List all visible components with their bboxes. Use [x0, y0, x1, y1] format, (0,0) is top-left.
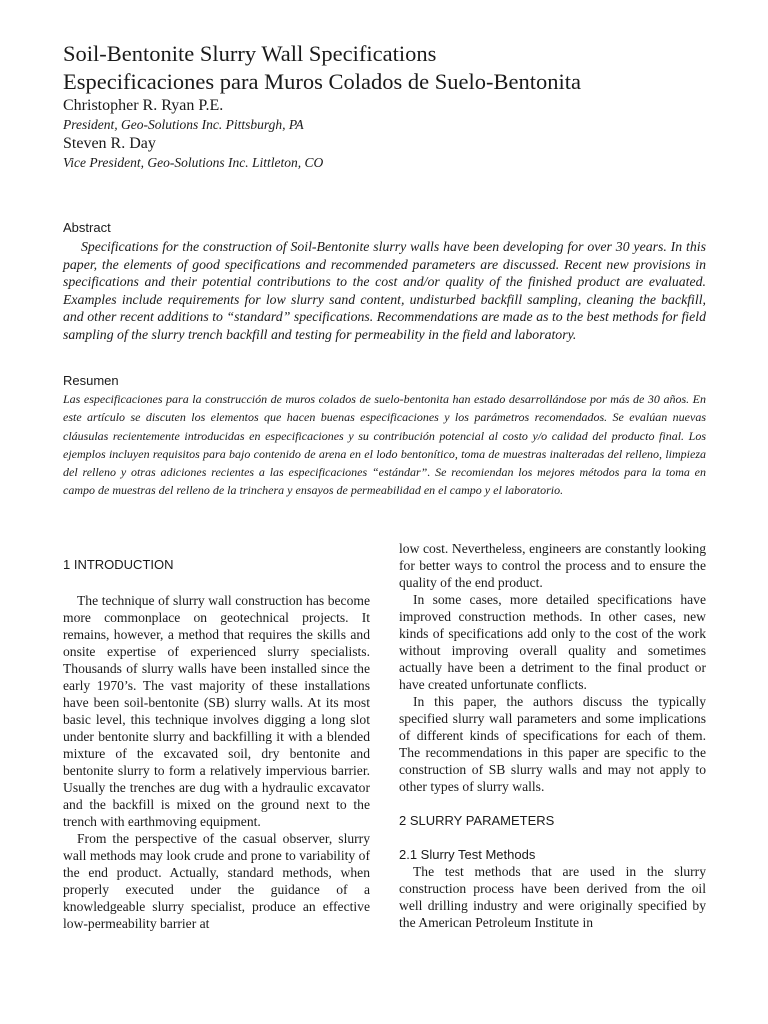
title-english: Soil-Bentonite Slurry Wall Specifications — [63, 41, 437, 66]
abstract-text: Specifications for the construction of Soil-Bentonite slurry walls have been developing for over 30 years. In this paper, the elements of good specifications and recommended parameters are discussed. Recent new provisions in specifications and their potential contributions to the cost and/or quality of the finished product are evaluated. Examples include requirements for low slurry sand content, undisturbed backfill sampling, cleaning the backfill, and other recent additions to “standard” specifications. Recommendations are made as to the best methods for field sampling of the slurry trench backfill and testing for permeability in the field and laboratory. — [63, 239, 706, 342]
intro-paragraph-2-continued: low cost. Nevertheless, engineers are constantly looking for better ways to control the process and to ensure the quality of the end product. — [399, 541, 706, 590]
author-2-affiliation: Vice President, Geo-Solutions Inc. Littleton, CO — [63, 155, 324, 170]
right-column — [399, 540, 706, 931]
intro-paragraph-4: In this paper, the authors discuss the typically specified slurry wall parameters and some implications of different kinds of specifications for each of them. The recommendations in this paper are specific to the construction of SB slurry walls and may not apply to other types of slurry walls. — [399, 694, 706, 794]
introduction-heading: 1 INTRODUCTION — [63, 557, 174, 572]
abstract-heading: Abstract — [63, 220, 111, 235]
author-1-affiliation: President, Geo-Solutions Inc. Pittsburgh, PA — [63, 117, 304, 132]
author-1-name: Christopher R. Ryan P.E. — [63, 97, 224, 114]
slurry-test-methods-paragraph: The test methods that are used in the slurry construction process have been derived from the oil well drilling industry and were originally specified by the American Petroleum Institute in — [399, 864, 706, 930]
slurry-test-methods-heading: 2.1 Slurry Test Methods — [399, 847, 536, 862]
title-spanish: Especificaciones para Muros Colados de Suelo-Bentonita — [63, 69, 581, 94]
resumen-text: Las especificaciones para la construcción de muros colados de suelo-bentonita han estado desarrollándose por más de 30 años. En este artículo se discuten los elementos que hacen buenas especificaciones y los parámetros recomendados. Se evalúan nuevas cláusulas recientemente introducidas en especificaciones y su contribución potencial al costo y/o calidad del producto final. Los ejemplos incluyen requisitos para bajo contenido de arena en el lodo bentonítico, toma de muestras inalteradas del relleno, limpieza del relleno y otras adiciones recientes a las especificaciones “estándar”. Se recomiendan los mejores métodos para la toma en campo de muestras del relleno de la trinchera y ensayos de permeabilidad en el campo y el laboratorio. — [63, 392, 706, 498]
intro-paragraph-3: In some cases, more detailed specifications have improved construction methods. In other cases, new kinds of specifications add only to the cost of the work without improving overall quality and sometimes actually have been a detriment to the final product or have created unfortunate conflicts. — [399, 592, 706, 692]
left-column — [63, 592, 370, 932]
resumen-heading: Resumen — [63, 373, 119, 388]
paper-title-block — [63, 40, 581, 96]
intro-paragraph-2: From the perspective of the casual observer, slurry wall methods may look crude and prone to variability of the end product. Actually, standard methods, when properly executed under the guidance of a knowledgeable slurry specialist, produce an effective low-permeability barrier at — [63, 831, 370, 931]
author-2-name: Steven R. Day — [63, 135, 156, 152]
intro-paragraph-1: The technique of slurry wall construction has become more commonplace on geotechnical projects. It remains, however, a method that requires the skills and onsite expertise of experienced slurry specialists. Thousands of slurry walls have been installed since the early 1970’s. The vast majority of these installations have been soil-bentonite (SB) slurry walls. At its most basic level, this technique involves digging a long slot under bentonite slurry and backfilling it with a blended mixture of the excavated soil, dry bentonite and bentonite slurry to form a relatively impervious barrier. Usually the trenches are dug with a hydraulic excavator and the backfill is mixed on the ground next to the trench with earthmoving equipment. — [63, 593, 370, 829]
slurry-parameters-heading: 2 SLURRY PARAMETERS — [399, 813, 555, 828]
